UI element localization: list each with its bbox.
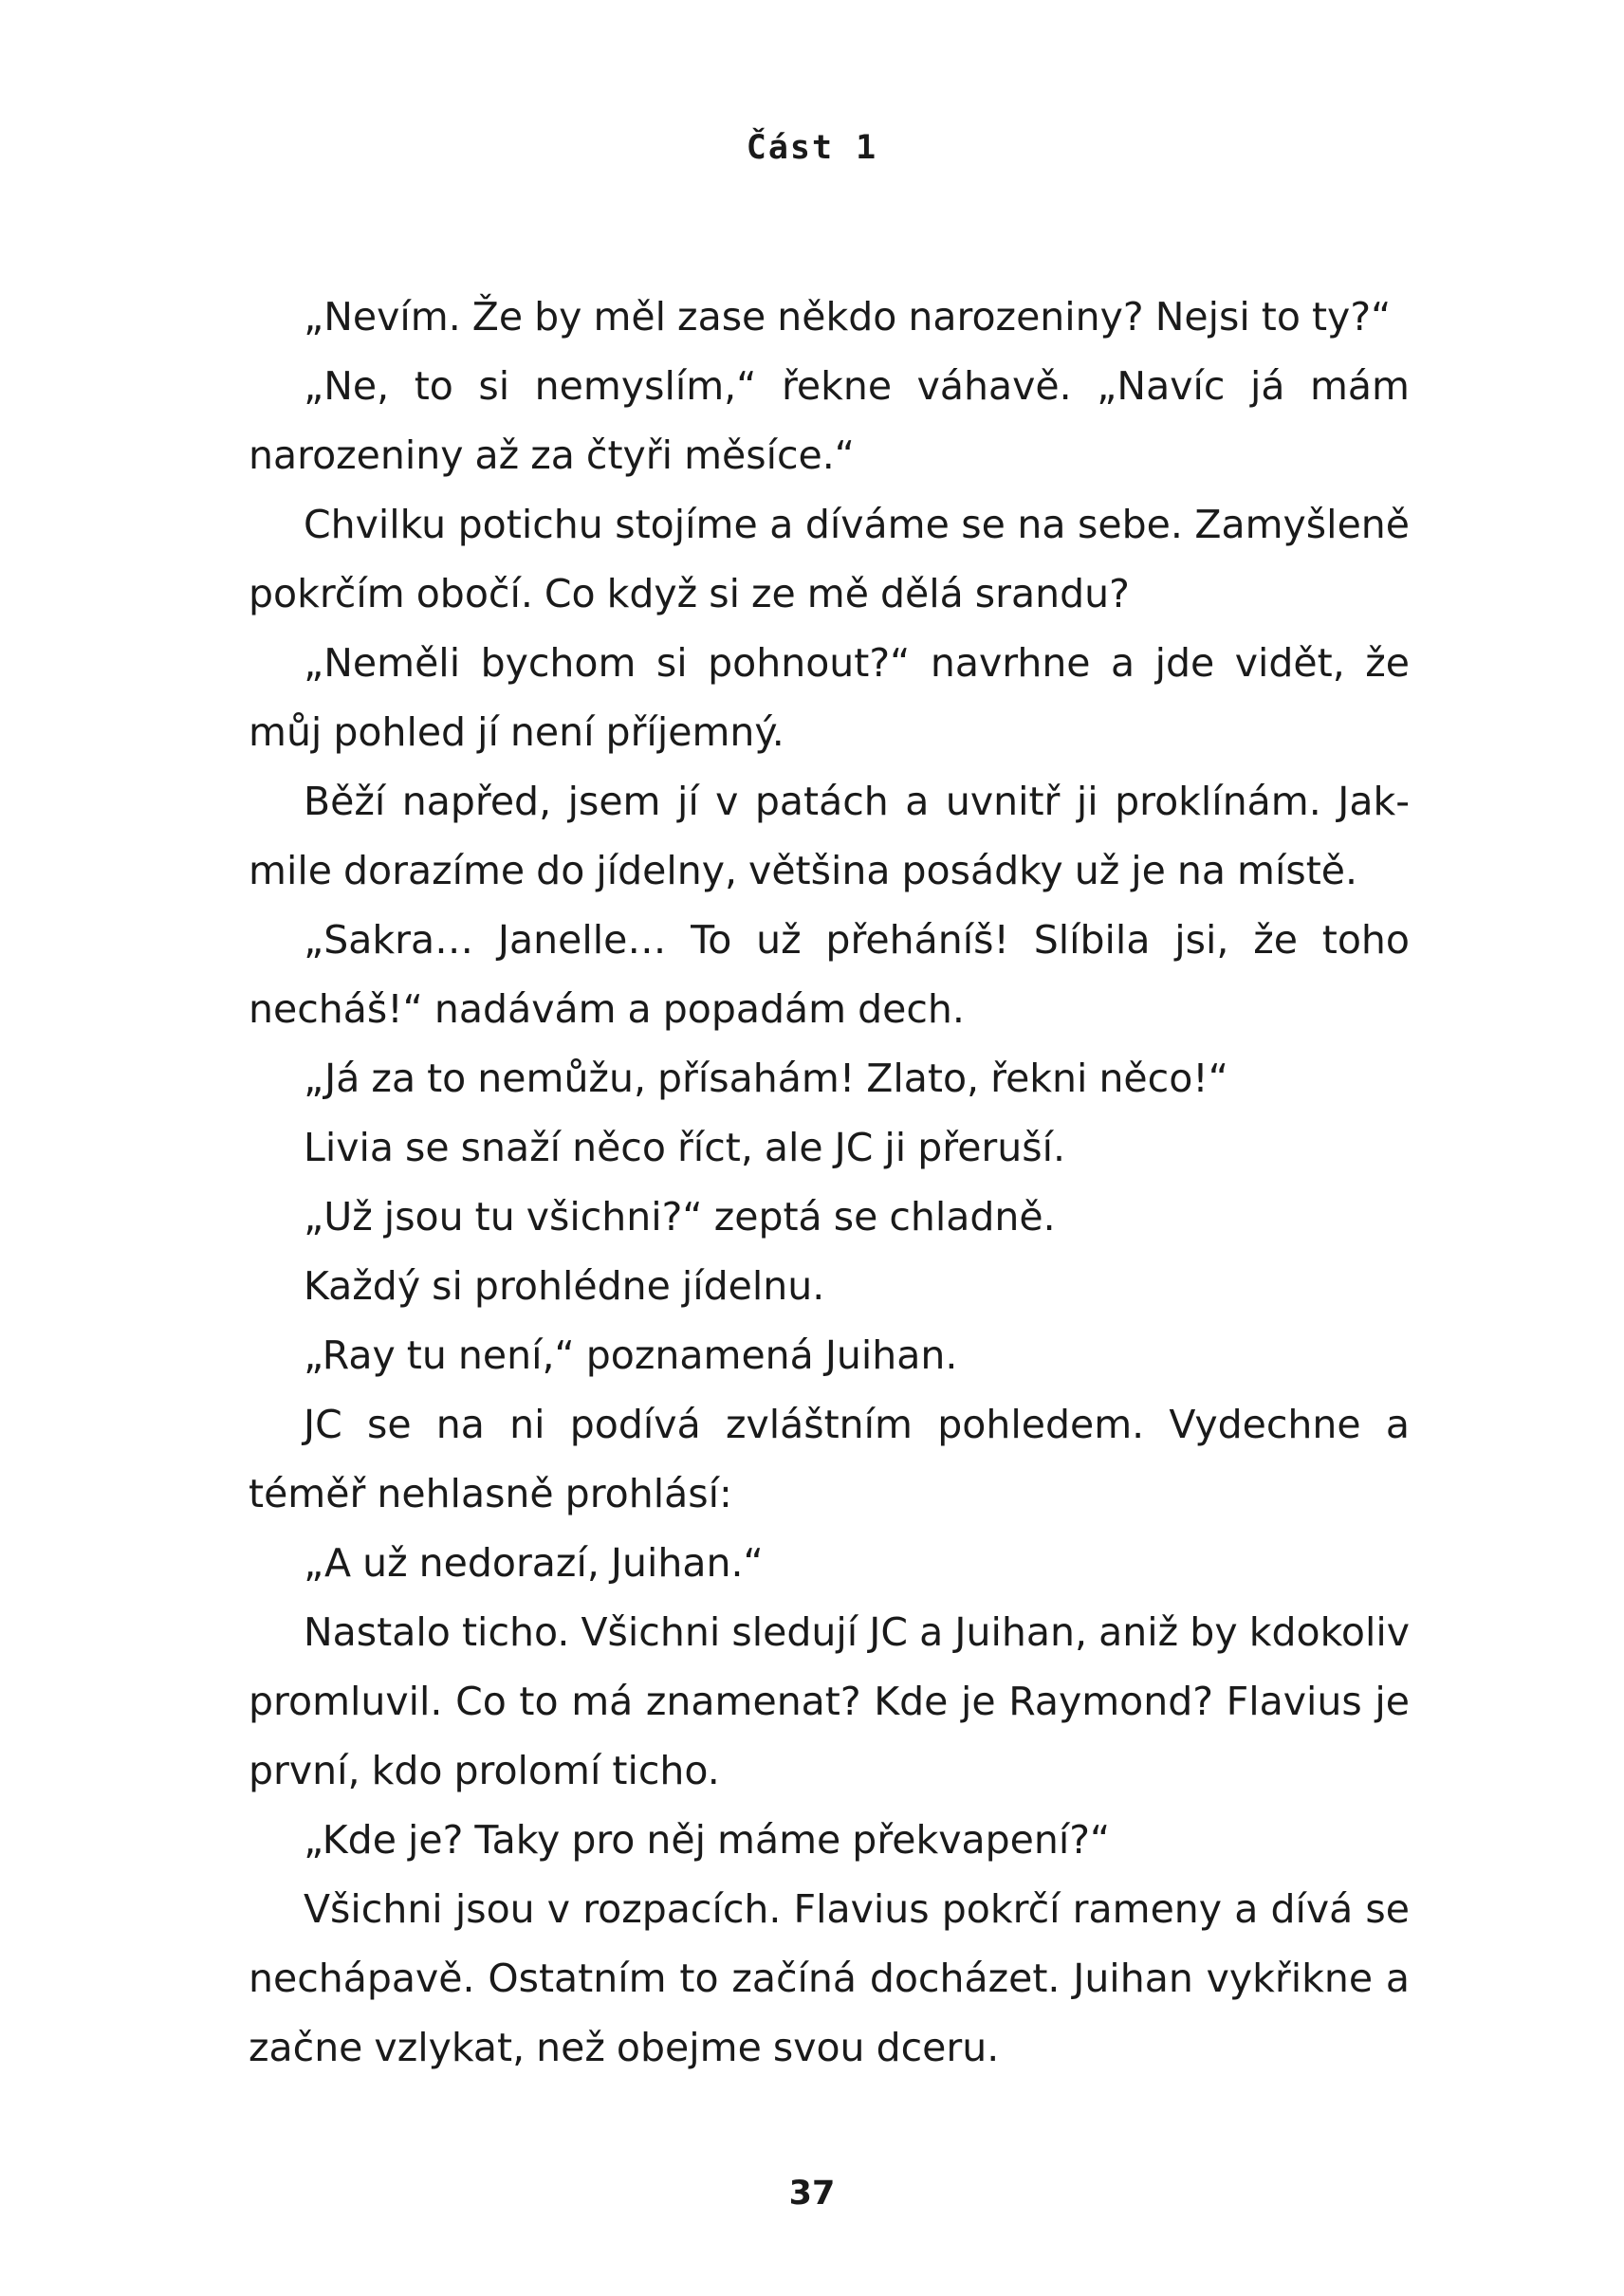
paragraph: „A už nedorazí, Juihan.“: [304, 1540, 764, 1586]
paragraph: „Ne, to si nemyslím,“ řekne váhavě. „Navíc já mám narozeniny až za čtyři měsíce.“: [249, 363, 1410, 478]
paragraph: „Už jsou tu všichni?“ zeptá se chladně.: [304, 1194, 1056, 1240]
paragraph: Běží napřed, jsem jí v patách a uvnitř ji proklínám. Jakmile dorazíme do jídelny, většina posádky už je na místě.: [249, 779, 1410, 893]
paragraph: JC se na ni podívá zvláštním pohledem. Vydechne a téměř nehlasně prohlásí:: [249, 1402, 1410, 1516]
paragraph: „Kde je? Taky pro něj máme překvapení?“: [304, 1817, 1111, 1863]
paragraph: „Sakra… Janelle… To už přeháníš! Slíbila jsi, že toho necháš!“ nadávám a popadám dech.: [249, 917, 1410, 1032]
paragraph: Livia se snaží něco říct, ale JC ji přeruší.: [304, 1125, 1066, 1170]
paragraph: „Ray tu není,“ poznamená Juihan.: [304, 1332, 958, 1378]
body-text: [249, 283, 1410, 2083]
paragraph: „Nevím. Že by měl zase někdo narozeniny? Nejsi to ty?“: [304, 294, 1392, 340]
chapter-title: Část 1: [746, 129, 878, 167]
paragraph: Chvilku potichu stojíme a díváme se na sebe. Zamyšleně pokrčím obočí. Co když si ze mě dělá srandu?: [249, 502, 1410, 616]
paragraph: Všichni jsou v rozpacích. Flavius pokrčí rameny a dívá se nechápavě. Ostatním to začíná docházet. Juihan vykřikne a začne vzlykat, než obejme svou dceru.: [249, 1886, 1410, 2070]
paragraph: „Já za to nemůžu, přísahám! Zlato, řekni něco!“: [304, 1056, 1228, 1101]
paragraph: Každý si prohlédne jídelnu.: [304, 1263, 825, 1309]
page-number: 37: [788, 2175, 836, 2213]
paragraph: Nastalo ticho. Všichni sledují JC a Juihan, aniž by kdokoliv promluvil. Co to má znamenat? Kde je Raymond? Flavius je první, kdo prolomí ticho.: [249, 1609, 1410, 1793]
paragraph: „Neměli bychom si pohnout?“ navrhne a jde vidět, že můj pohled jí není příjemný.: [249, 640, 1410, 755]
